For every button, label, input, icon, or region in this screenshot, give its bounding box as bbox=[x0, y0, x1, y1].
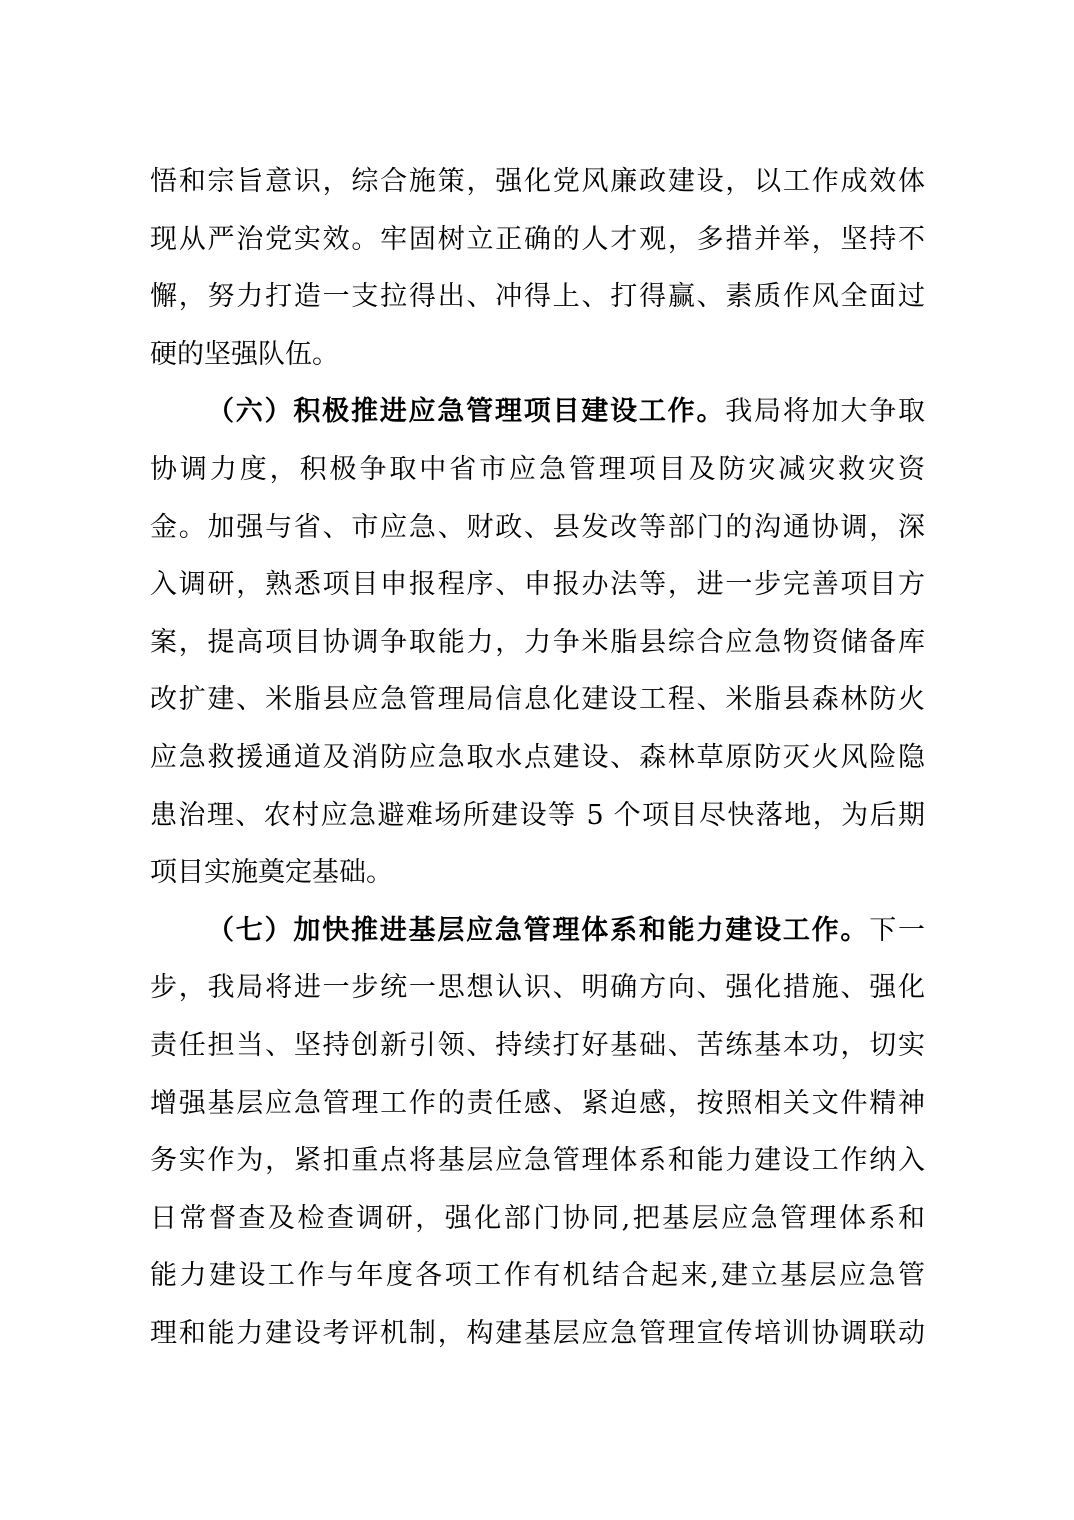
text-line bbox=[150, 556, 925, 614]
line-text: 项目实施奠定基础。 bbox=[150, 857, 393, 889]
text-line bbox=[150, 326, 925, 384]
paragraph bbox=[150, 383, 925, 901]
line-text: 患治理、农村应急避难场所建设等 5 个项目尽快落地，为后期 bbox=[150, 799, 925, 831]
text-line bbox=[150, 441, 925, 499]
line-text: 增强基层应急管理工作的责任感、紧迫感，按照相关文件精神 bbox=[150, 1087, 925, 1119]
line-text: 案，提高项目协调争取能力，力争米脂县综合应急物资储备库 bbox=[150, 626, 925, 658]
line-text: 日常督查及检查调研，强化部门协同,把基层应急管理体系和 bbox=[150, 1202, 925, 1234]
text-line bbox=[150, 1190, 925, 1248]
text-line bbox=[150, 499, 925, 557]
text-line bbox=[150, 614, 925, 672]
text-line bbox=[150, 787, 925, 845]
text-line bbox=[150, 1247, 925, 1305]
paragraph bbox=[150, 153, 925, 383]
line-text: 懈，努力打造一支拉得出、冲得上、打得赢、素质作风全面过 bbox=[150, 281, 925, 313]
text-line bbox=[150, 1075, 925, 1133]
line-text: 现从严治党实效。牢固树立正确的人才观，多措并举，坚持不 bbox=[150, 223, 925, 255]
line-text: 务实作为，紧扣重点将基层应急管理体系和能力建设工作纳入 bbox=[150, 1145, 925, 1177]
line-text: 入调研，熟悉项目申报程序、申报办法等，进一步完善项目方 bbox=[150, 569, 925, 601]
text-line bbox=[150, 902, 925, 960]
line-text: 理和能力建设考评机制，构建基层应急管理宣传培训协调联动 bbox=[150, 1317, 925, 1349]
line-text: 金。加强与省、市应急、财政、县发改等部门的沟通协调，深 bbox=[150, 511, 925, 543]
line-text: 改扩建、米脂县应急管理局信息化建设工程、米脂县森林防火 bbox=[150, 684, 925, 716]
document-body bbox=[150, 153, 925, 1362]
line-text: 应急救援通道及消防应急取水点建设、森林草原防灭火风险隐 bbox=[150, 741, 925, 773]
line-text: 步，我局将进一步统一思想认识、明确方向、强化措施、强化 bbox=[150, 972, 925, 1004]
line-text: 责任担当、坚持创新引领、持续打好基础、苦练基本功，切实 bbox=[150, 1029, 925, 1061]
text-line bbox=[150, 1132, 925, 1190]
paragraph bbox=[150, 902, 925, 1363]
text-line bbox=[150, 1305, 925, 1363]
text-line bbox=[150, 1017, 925, 1075]
line-text: 协调力度，积极争取中省市应急管理项目及防灾减灾救灾资 bbox=[150, 453, 925, 485]
text-line bbox=[150, 729, 925, 787]
section-heading: （七）加快推进基层应急管理体系和能力建设工作。 bbox=[207, 914, 870, 946]
line-text: 我局将加大争取 bbox=[725, 396, 925, 428]
text-line bbox=[150, 959, 925, 1017]
text-line bbox=[150, 211, 925, 269]
line-text: 悟和宗旨意识，综合施策，强化党风廉政建设，以工作成效体 bbox=[150, 166, 925, 197]
text-line bbox=[150, 671, 925, 729]
line-text: 能力建设工作与年度各项工作有机结合起来,建立基层应急管 bbox=[150, 1260, 925, 1292]
text-line bbox=[150, 268, 925, 326]
text-line bbox=[150, 383, 925, 441]
section-heading: （六）积极推进应急管理项目建设工作。 bbox=[207, 396, 726, 428]
line-text: 下一 bbox=[869, 914, 925, 946]
text-line bbox=[150, 153, 925, 211]
text-line bbox=[150, 844, 925, 902]
line-text: 硬的坚强队伍。 bbox=[150, 338, 339, 370]
